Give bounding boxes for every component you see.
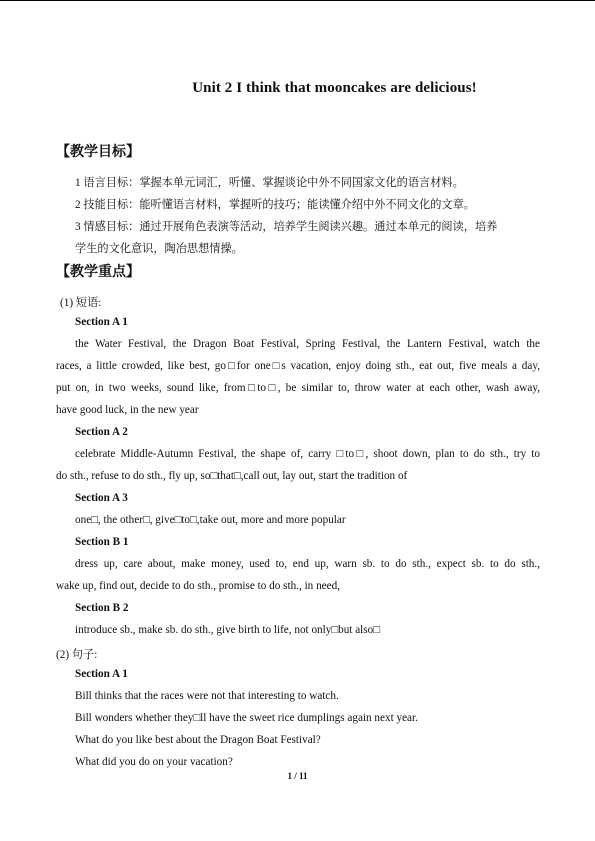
objective-item-3: 3 情感目标：通过开展角色表演等活动，培养学生阅读兴趣。通过本单元的阅读，培养 [75, 221, 498, 233]
sa1-line-4: have good luck, in the new year [56, 404, 199, 416]
sentence-1: Bill thinks that the races were not that interesting to watch. [75, 690, 339, 702]
objectives-heading: 【教学目标】 [56, 145, 140, 160]
top-rule [0, 0, 595, 1]
phrases-label: (1) 短语: [60, 297, 102, 309]
sentence-3: What do you like best about the Dragon Boat Festival? [75, 734, 321, 746]
objective-item-2: 2 技能目标：能听懂语言材料，掌握听的技巧；能读懂介绍中外不同文化的文章。 [75, 199, 475, 211]
sa2-line-1: celebrate Middle-Autumn Festival, the shape of, carry □to□, shoot down, plan to do sth., try to [75, 448, 540, 460]
sa1-line-2: races, a little crowded, like best, go□for one□s vacation, enjoy doing sth., eat out, five meals a day, [56, 360, 540, 372]
section-b2-heading: Section B 2 [75, 602, 129, 614]
sb2-line-1: introduce sb., make sb. do sth., give birth to life, not only□but also□ [75, 624, 380, 636]
page-title: Unit 2 I think that mooncakes are delicious! [192, 80, 477, 96]
sa1-line-3: put on, in two weeks, sound like, from□to□, be similar to, throw water at each other, wash away, [56, 382, 540, 394]
sa3-line-1: one□, the other□, give□to□,take out, more and more popular [75, 514, 346, 526]
section-a1-heading: Section A 1 [75, 316, 128, 328]
sentence-4: What did you do on your vacation? [75, 756, 233, 768]
sa2-line-2: do sth., refuse to do sth., fly up, so□that□,call out, lay out, start the tradition of [56, 470, 408, 482]
objective-item-3-cont: 学生的文化意识，陶冶思想情操。 [75, 243, 243, 255]
sa1-line-1: the Water Festival, the Dragon Boat Festival, Spring Festival, the Lantern Festival, watch the [75, 338, 540, 350]
sentence-2: Bill wonders whether they□ll have the sweet rice dumplings again next year. [75, 712, 418, 724]
sentences-section-a1-heading: Section A 1 [75, 668, 128, 680]
sentences-label: (2) 句子: [56, 649, 98, 661]
section-b1-heading: Section B 1 [75, 536, 129, 548]
sb1-line-1: dress up, care about, make money, used to, end up, warn sb. to do sth., expect sb. to do sth., [75, 558, 540, 570]
section-a2-heading: Section A 2 [75, 426, 128, 438]
section-a3-heading: Section A 3 [75, 492, 128, 504]
page-number: 1 / 11 [287, 771, 308, 781]
objective-item-1: 1 语言目标：掌握本单元词汇，听懂、掌握谈论中外不同国家文化的语言材料。 [75, 177, 464, 189]
sb1-line-2: wake up, find out, decide to do sth., promise to do sth., in need, [56, 580, 340, 592]
key-points-heading: 【教学重点】 [56, 265, 140, 280]
